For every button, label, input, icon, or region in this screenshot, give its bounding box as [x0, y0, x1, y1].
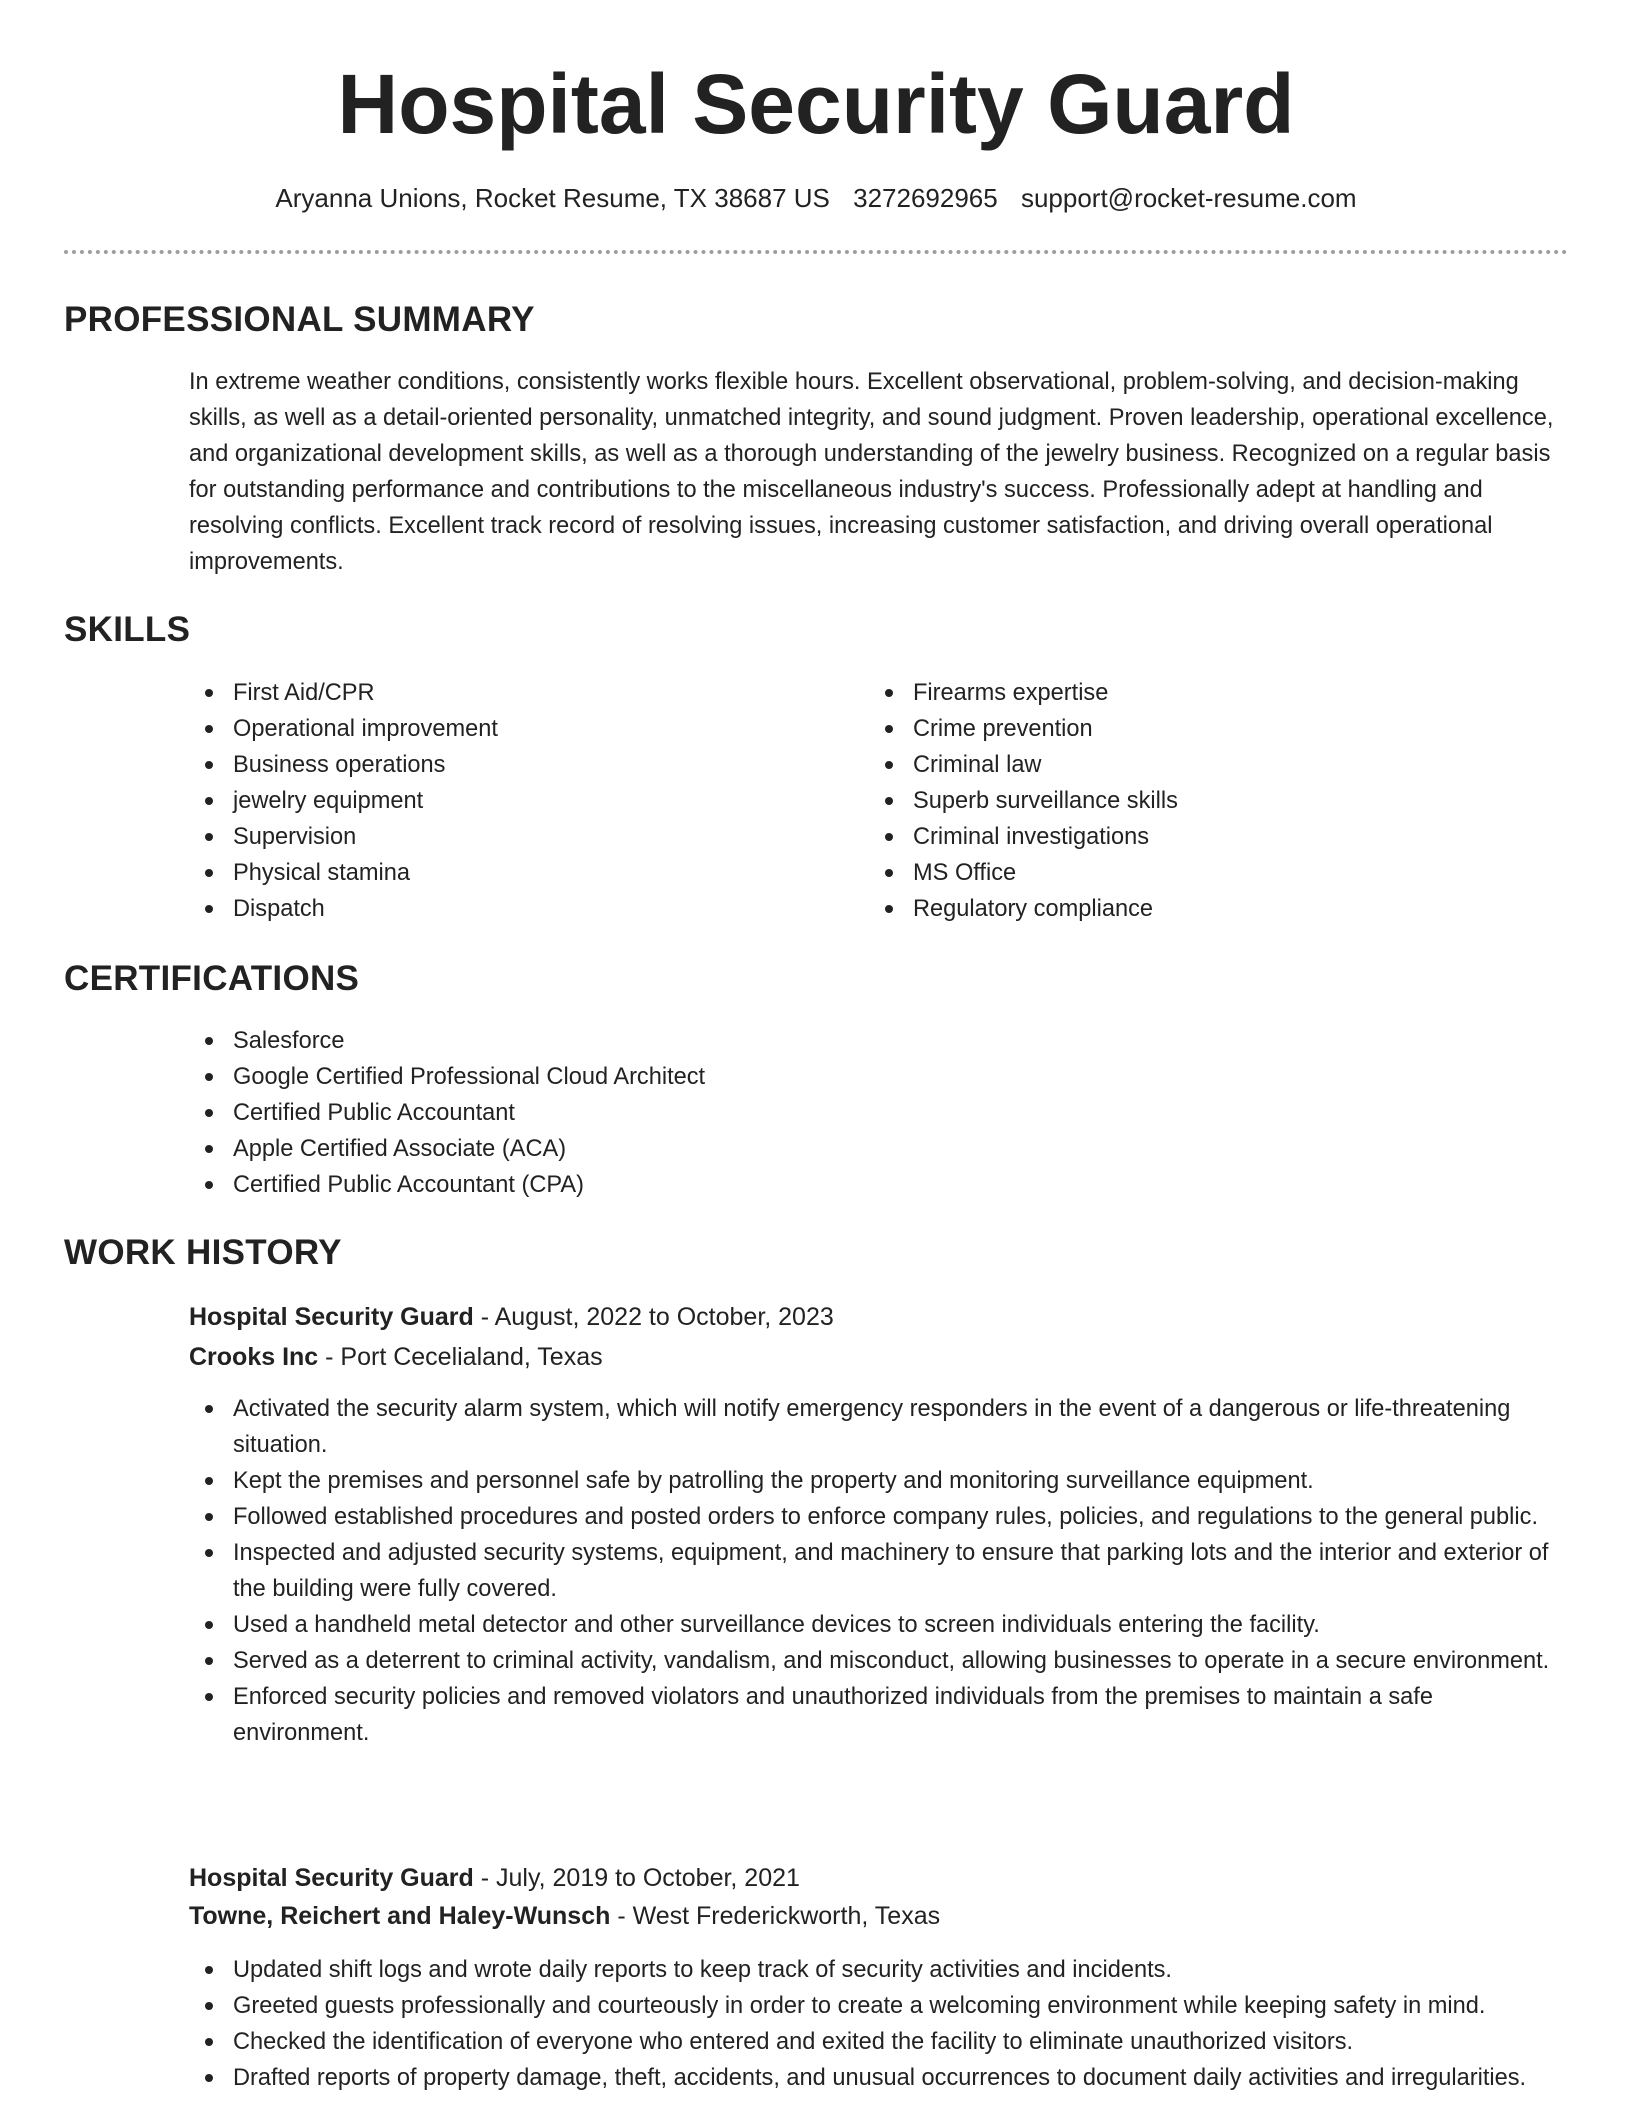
contact-address: Aryanna Unions, Rocket Resume, TX 38687 US: [275, 183, 830, 213]
skill-item: Criminal investigations: [869, 819, 1529, 855]
certifications-list: [189, 1023, 1289, 1203]
certification-item: Salesforce: [189, 1023, 1289, 1059]
job-role: Hospital Security Guard: [189, 1303, 474, 1331]
contact-line: [0, 178, 1632, 218]
skills-list-left: [189, 675, 849, 927]
job-bullet: Followed established procedures and posted orders to enforce company rules, policies, and regulations to the general public.: [189, 1499, 1569, 1535]
contact-phone: 3272692965: [853, 183, 998, 213]
skill-item: jewelry equipment: [189, 783, 849, 819]
job-company-line: [189, 1337, 603, 1377]
job-location: - Port Cecelialand, Texas: [318, 1343, 603, 1371]
skill-item: Firearms expertise: [869, 675, 1529, 711]
job-location: - West Frederickworth, Texas: [610, 1902, 941, 1930]
header-divider: [64, 250, 1568, 254]
skills-list-right: [869, 675, 1529, 927]
job-bullet: Greeted guests professionally and courteously in order to create a welcoming environment while keeping safety in mind.: [189, 1988, 1569, 2024]
job-role: Hospital Security Guard: [189, 1864, 474, 1892]
summary-heading: PROFESSIONAL SUMMARY: [64, 300, 535, 339]
job-dates: - August, 2022 to October, 2023: [473, 1303, 834, 1331]
certification-item: Certified Public Accountant (CPA): [189, 1167, 1289, 1203]
certification-item: Apple Certified Associate (ACA): [189, 1131, 1289, 1167]
job-bullet: Checked the identification of everyone who entered and exited the facility to eliminate unauthorized visitors.: [189, 2024, 1569, 2060]
job-company: Towne, Reichert and Haley-Wunsch: [189, 1902, 611, 1930]
skill-item: Superb surveillance skills: [869, 783, 1529, 819]
job-bullet: Used a handheld metal detector and other surveillance devices to screen individuals entering the facility.: [189, 1607, 1569, 1643]
skill-item: First Aid/CPR: [189, 675, 849, 711]
job-dates: - July, 2019 to October, 2021: [473, 1864, 800, 1892]
certifications-heading: CERTIFICATIONS: [64, 959, 360, 998]
certification-item: Google Certified Professional Cloud Architect: [189, 1059, 1289, 1095]
skill-item: Supervision: [189, 819, 849, 855]
job-company-line: [189, 1896, 940, 1936]
work-history-heading: WORK HISTORY: [64, 1233, 342, 1272]
job-bullet: Served as a deterrent to criminal activity, vandalism, and misconduct, allowing businesses to operate in a secure environment.: [189, 1643, 1569, 1679]
job-bullet: Updated shift logs and wrote daily reports to keep track of security activities and incidents.: [189, 1952, 1569, 1988]
job-bullet: Inspected and adjusted security systems, equipment, and machinery to ensure that parking lots and the interior and exterior of the building were fully covered.: [189, 1535, 1569, 1607]
skill-item: Operational improvement: [189, 711, 849, 747]
job-title-line: [189, 1858, 800, 1898]
certification-item: Certified Public Accountant: [189, 1095, 1289, 1131]
job-bullet: Activated the security alarm system, which will notify emergency responders in the event of a dangerous or life-threatening situation.: [189, 1391, 1569, 1463]
skills-heading: SKILLS: [64, 610, 191, 649]
skill-item: Dispatch: [189, 891, 849, 927]
job-bullets: [189, 1952, 1569, 2096]
skill-item: Regulatory compliance: [869, 891, 1529, 927]
job-bullets: [189, 1391, 1569, 1751]
resume-name: Hospital Security Guard: [337, 57, 1295, 151]
contact-email: support@rocket-resume.com: [1020, 183, 1357, 213]
job-bullet: Enforced security policies and removed violators and unauthorized individuals from the premises to maintain a safe environment.: [189, 1679, 1569, 1751]
job-bullet: Drafted reports of property damage, theft, accidents, and unusual occurrences to document daily activities and irregularities.: [189, 2060, 1569, 2096]
summary-text: In extreme weather conditions, consistently works flexible hours. Excellent observational, problem-solving, and decision-making skills, as well as a detail-oriented personality, unmatched integrity, and sound judgment. Proven leadership, operational excellence, and organizational development skills, as well as a thorough understanding of the jewelry business. Recognized on a regular basis for outstanding performance and contributions to the miscellaneous industry's success. Professionally adept at handling and resolving conflicts. Excellent track record of resolving issues, increasing customer satisfaction, and driving overall operational improvements.: [189, 369, 1554, 575]
job-company: Crooks Inc: [189, 1343, 319, 1371]
skill-item: Physical stamina: [189, 855, 849, 891]
skill-item: Business operations: [189, 747, 849, 783]
skill-item: Criminal law: [869, 747, 1529, 783]
skill-item: Crime prevention: [869, 711, 1529, 747]
skill-item: MS Office: [869, 855, 1529, 891]
job-bullet: Kept the premises and personnel safe by patrolling the property and monitoring surveillance equipment.: [189, 1463, 1569, 1499]
job-title-line: [189, 1297, 834, 1337]
